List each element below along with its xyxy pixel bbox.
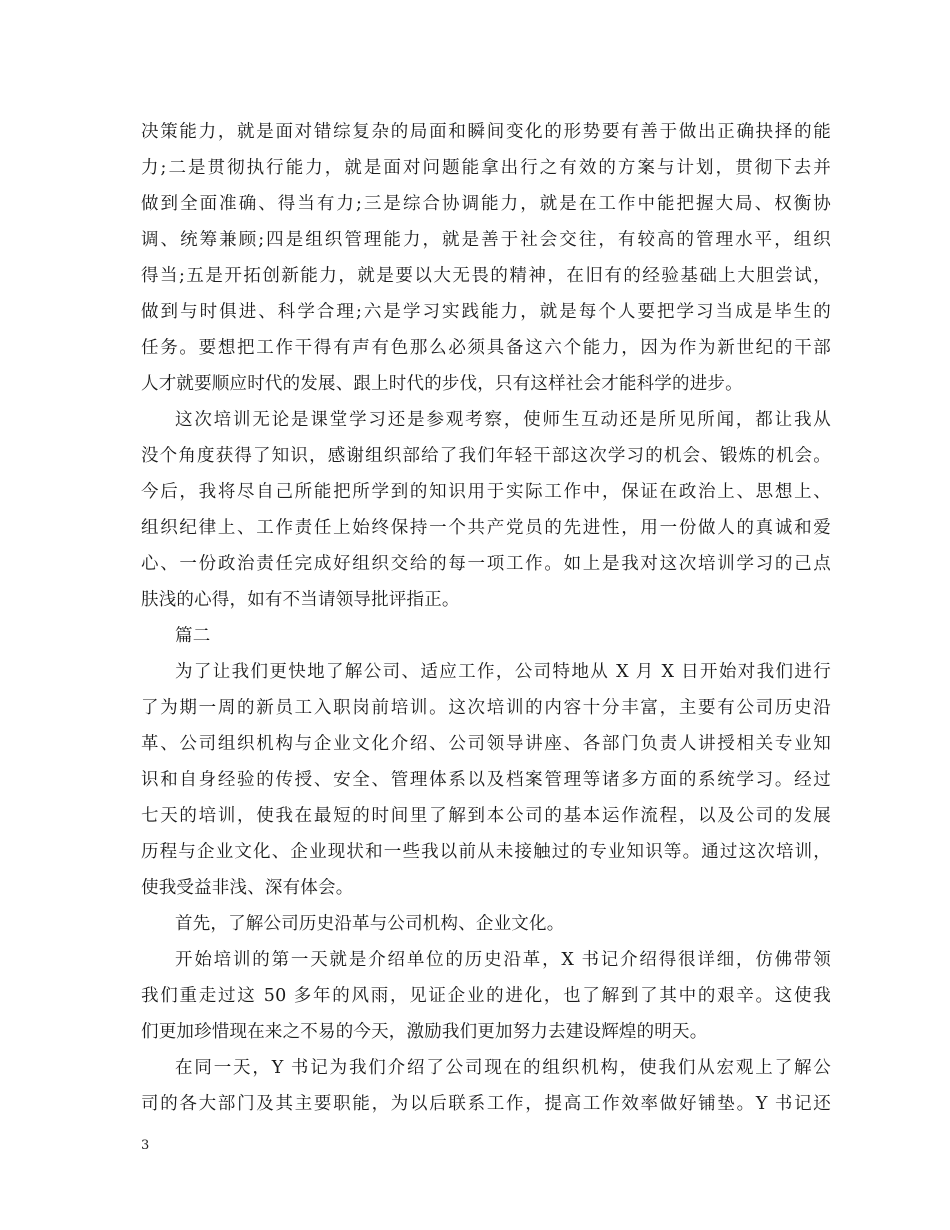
section-heading: 篇二 xyxy=(175,626,211,646)
text-line: 了为期一周的新员工入职岗前培训。这次培训的内容十分丰富，主要有公司历史沿 xyxy=(141,698,831,718)
text-line: 组织纪律上、工作责任上始终保持一个共产党员的先进性，用一份做人的真诚和爱 xyxy=(141,518,831,538)
text-line: 革、公司组织机构与企业文化介绍、公司领导讲座、各部门负责人讲授相关专业知 xyxy=(141,734,831,754)
text-line: 决策能力，就是面对错综复杂的局面和瞬间变化的形势要有善于做出正确抉择的能 xyxy=(141,122,831,142)
paragraph-first-line: 在同一天，Y 书记为我们介绍了公司现在的组织机构，使我们从宏观上了解公 xyxy=(175,1058,831,1078)
text-line: 任务。要想把工作干得有声有色那么必须具备这六个能力，因为作为新世纪的干部 xyxy=(141,338,831,358)
text-line: 七天的培训，使我在最短的时间里了解到本公司的基本运作流程，以及公司的发展 xyxy=(141,806,831,826)
text-line: 调、统筹兼顾;四是组织管理能力，就是善于社会交往，有较高的管理水平，组织 xyxy=(141,230,831,250)
text-line: 肤浅的心得，如有不当请领导批评指正。 xyxy=(141,590,460,610)
text-line: 没个角度获得了知识，感谢组织部给了我们年轻干部这次学习的机会、锻炼的机会。 xyxy=(141,446,831,466)
paragraph-first-line: 开始培训的第一天就是介绍单位的历史沿革，X 书记介绍得很详细，仿佛带领 xyxy=(175,950,831,970)
text-line: 历程与企业文化、企业现状和一些我以前从未接触过的专业知识等。通过这次培训， xyxy=(141,842,831,862)
text-line: 今后，我将尽自己所能把所学到的知识用于实际工作中，保证在政治上、思想上、 xyxy=(141,482,831,502)
paragraph-first-line: 首先，了解公司历史沿革与公司机构、企业文化。 xyxy=(175,914,565,934)
page-number: 3 xyxy=(141,1138,150,1153)
body-text xyxy=(141,114,831,1122)
text-line: 们更加珍惜现在来之不易的今天，激励我们更加努力去建设辉煌的明天。 xyxy=(141,1022,708,1042)
text-line: 做到与时俱进、科学合理;六是学习实践能力，就是每个人要把学习当成是毕生的 xyxy=(141,302,831,322)
paragraph-first-line: 为了让我们更快地了解公司、适应工作，公司特地从 X 月 X 日开始对我们进行 xyxy=(175,662,831,682)
text-line: 司的各大部门及其主要职能，为以后联系工作，提高工作效率做好铺垫。Y 书记还 xyxy=(141,1094,831,1114)
text-line: 得当;五是开拓创新能力，就是要以大无畏的精神，在旧有的经验基础上大胆尝试， xyxy=(141,266,831,286)
text-line: 力;二是贯彻执行能力，就是面对问题能拿出行之有效的方案与计划，贯彻下去并 xyxy=(141,158,831,178)
text-line: 识和自身经验的传授、安全、管理体系以及档案管理等诸多方面的系统学习。经过 xyxy=(141,770,831,790)
text-line: 使我受益非浅、深有体会。 xyxy=(141,878,354,898)
text-line: 我们重走过这 50 多年的风雨，见证企业的进化，也了解到了其中的艰辛。这使我 xyxy=(141,986,831,1006)
text-line: 心、一份政治责任完成好组织交给的每一项工作。如上是我对这次培训学习的己点 xyxy=(141,554,831,574)
text-line: 人才就要顺应时代的发展、跟上时代的步伐，只有这样社会才能科学的进步。 xyxy=(141,374,743,394)
paragraph-first-line: 这次培训无论是课堂学习还是参观考察，使师生互动还是所见所闻，都让我从 xyxy=(175,410,831,430)
text-line: 做到全面准确、得当有力;三是综合协调能力，就是在工作中能把握大局、权衡协 xyxy=(141,194,831,214)
